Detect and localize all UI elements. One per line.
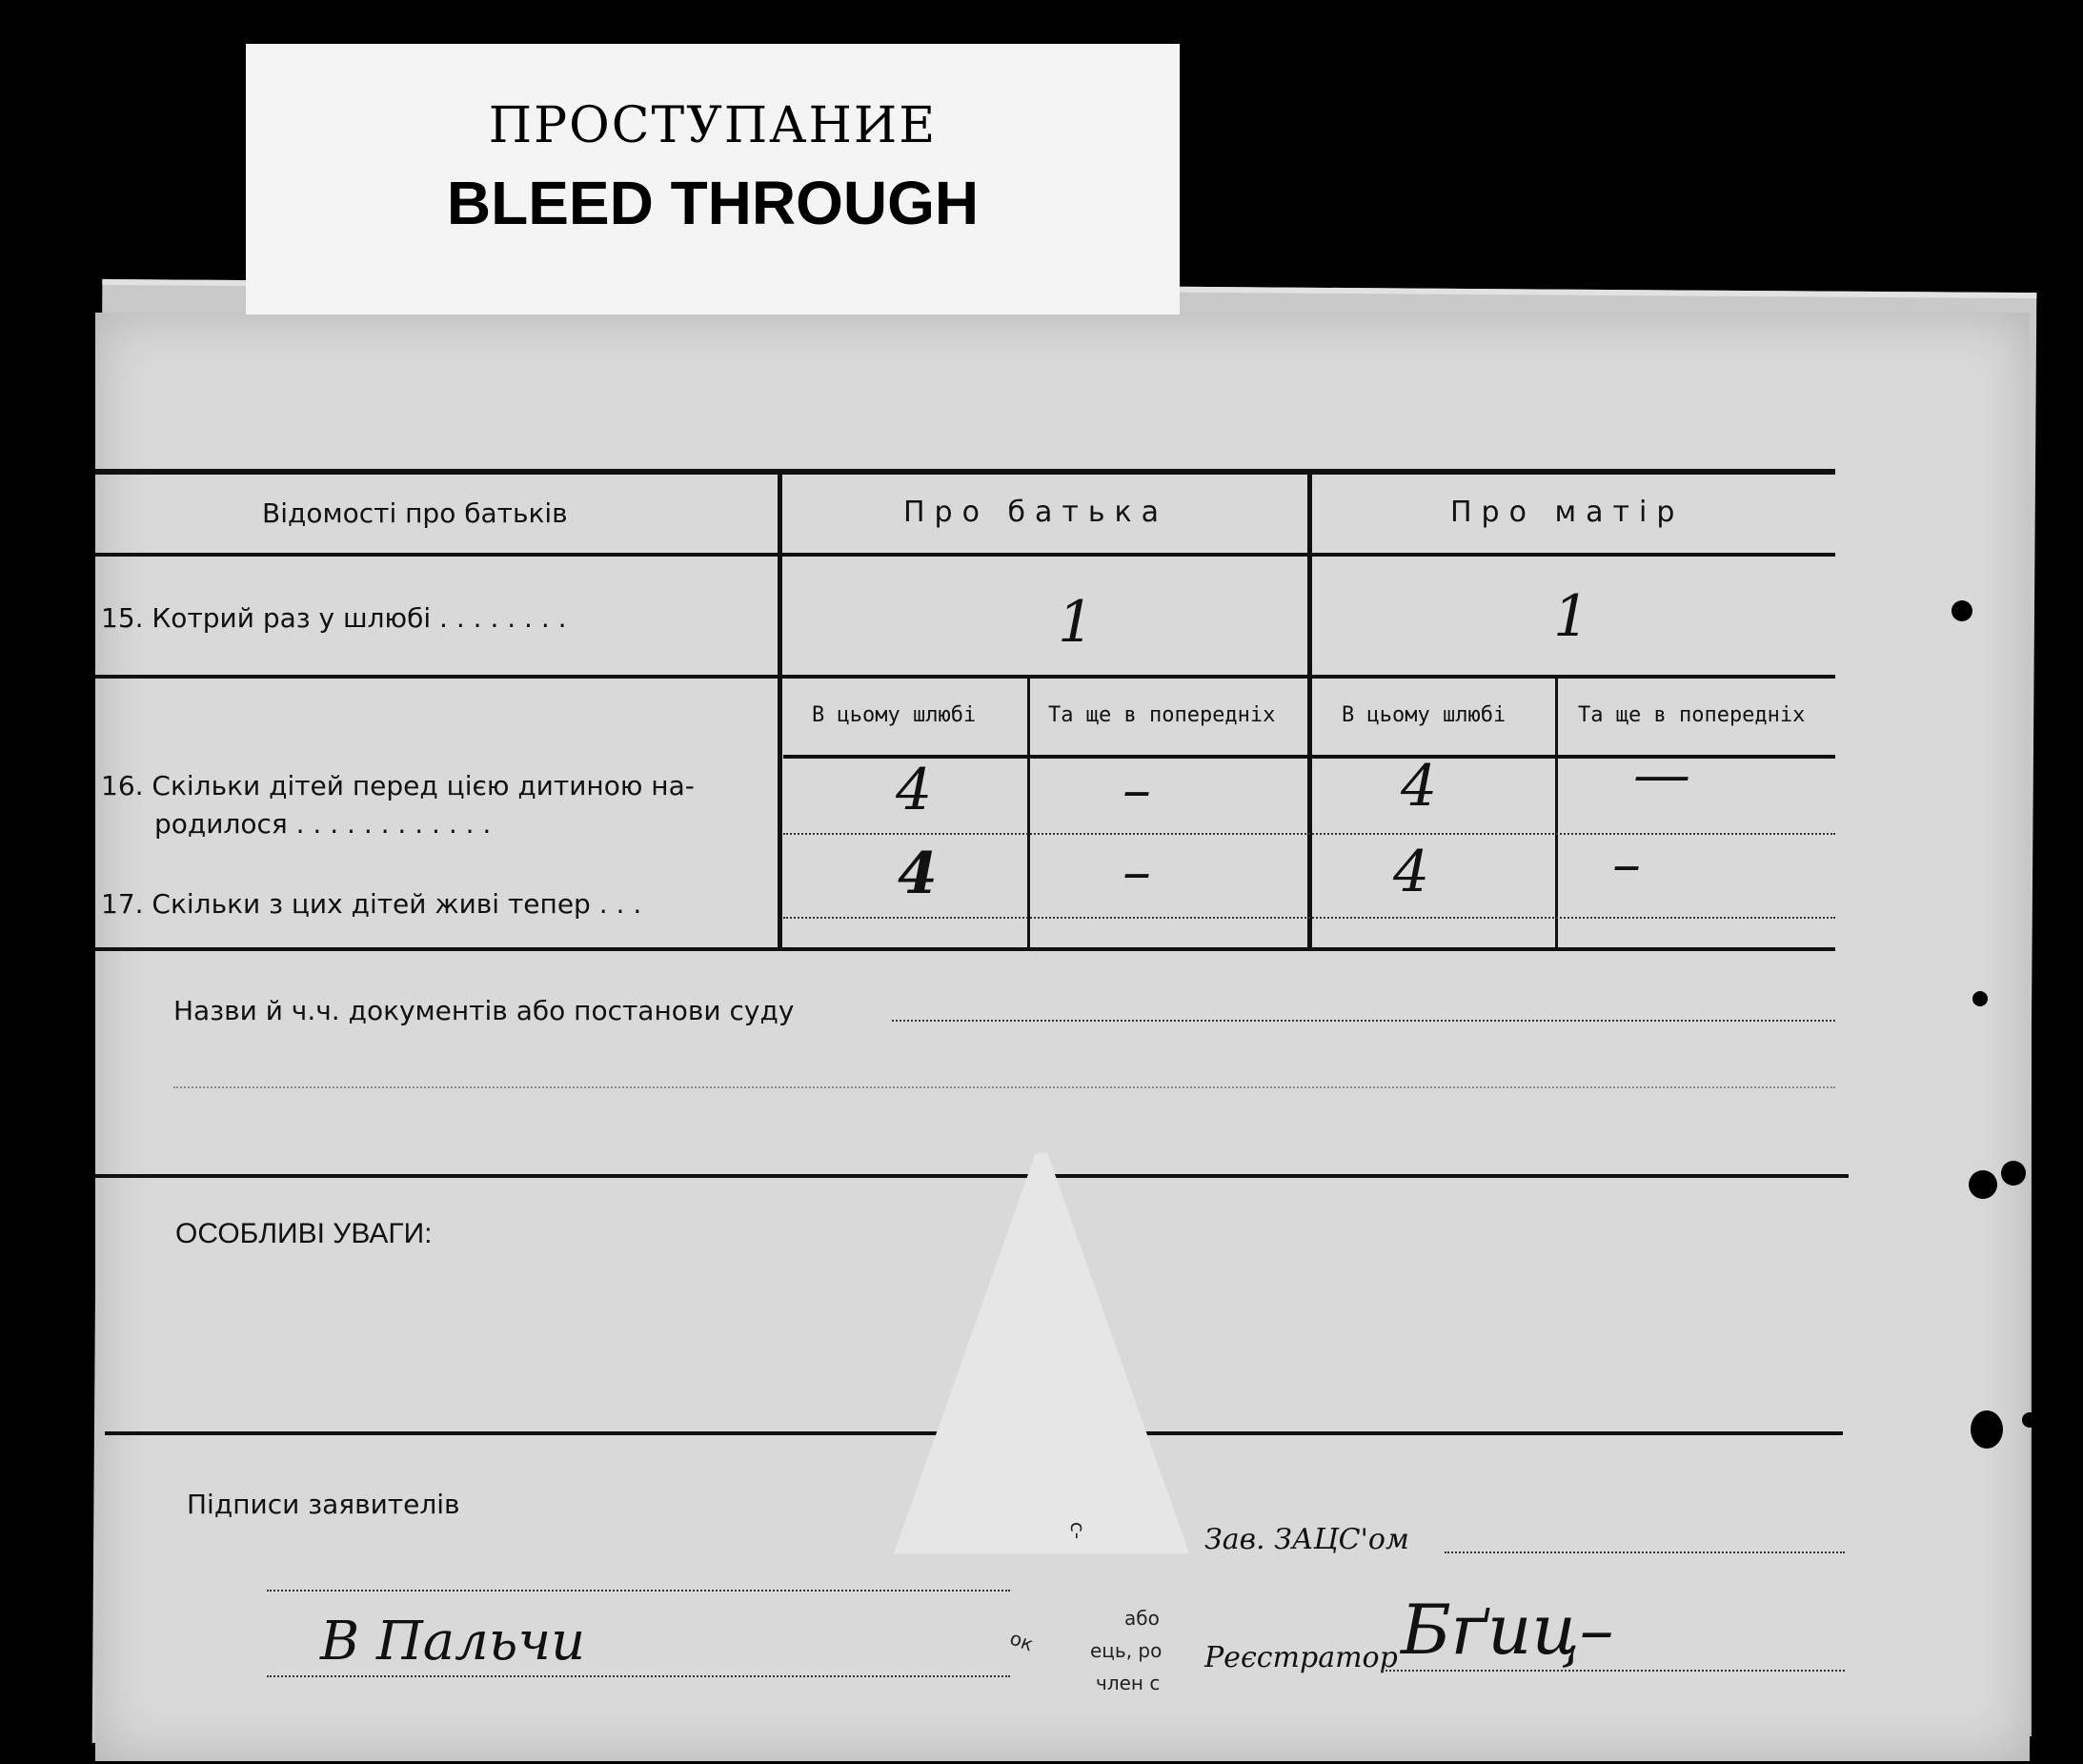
row15-father-value: 1 — [1058, 589, 1095, 656]
row17-mother-prev: – — [1612, 831, 1641, 898]
punch-hole — [1952, 600, 1972, 621]
row16-label-line1: 16. Скільки дітей перед цією дитиною на- — [101, 770, 695, 801]
column-divider-1 — [778, 475, 782, 947]
documents-bottom-rule — [95, 1174, 1849, 1178]
row15-label: 15. Котрий раз у шлюбі . . . . . . . . — [101, 602, 567, 634]
subheader-mother-prev: Та ще в попередніх — [1578, 703, 1806, 727]
row15-bottom-rule — [95, 675, 1835, 679]
subcolumn-divider-mother — [1555, 679, 1558, 947]
head-signature-line — [1445, 1551, 1845, 1553]
applicant-line-1 — [267, 1590, 1010, 1592]
punch-hole — [1972, 991, 1988, 1006]
applicants-label: Підписи заявителів — [187, 1489, 460, 1520]
head-label: Зав. ЗАЦС'ом — [1204, 1523, 1409, 1556]
applicant-line-2 — [267, 1675, 1010, 1677]
stub-text-line3: член с — [1096, 1672, 1161, 1694]
row17-mother-this: 4 — [1393, 839, 1430, 905]
stub-text-line2: ець, ро — [1090, 1639, 1163, 1662]
documents-label: Назви й ч.ч. документів або постанови суду — [173, 995, 795, 1026]
stub-text-left2: с- — [1066, 1521, 1090, 1540]
documents-line-2 — [173, 1086, 1835, 1088]
row16-father-this: 4 — [896, 757, 933, 823]
registrar-signature: Бґиц– — [1401, 1590, 1614, 1670]
subheader-mother-this: В цьому шлюбі — [1342, 703, 1507, 727]
header-bottom-rule — [95, 553, 1835, 557]
label-russian: ПРОСТУПАНИЕ — [488, 97, 938, 154]
row17-father-this: 4 — [898, 841, 938, 907]
subcolumn-divider-father — [1027, 679, 1030, 947]
subheader-father-prev: Та ще в попередніх — [1048, 703, 1276, 727]
registrar-signature-line — [1382, 1670, 1845, 1672]
punch-hole — [2001, 1161, 2026, 1186]
punch-hole — [1969, 1170, 1997, 1199]
row16-dotline — [783, 833, 1835, 835]
table-bottom-rule — [95, 947, 1835, 951]
punch-hole — [2022, 1412, 2037, 1428]
row17-father-prev: – — [1122, 839, 1151, 905]
documents-line — [892, 1020, 1835, 1022]
column-divider-2 — [1307, 475, 1312, 947]
row16-father-prev: – — [1122, 757, 1151, 823]
row17-dotline — [783, 917, 1835, 919]
label-english: BLEED THROUGH — [446, 169, 980, 237]
header-mother: Про матір — [1450, 496, 1685, 529]
table-top-rule — [95, 469, 1835, 475]
header-father: Про батька — [903, 496, 1169, 529]
stub-text-line1: або — [1124, 1607, 1160, 1630]
applicant-signature: В Пальчи — [320, 1611, 586, 1673]
subheader-father-this: В цьому шлюбі — [812, 703, 977, 727]
row15-mother-value: 1 — [1553, 583, 1590, 650]
row16-label-line2: родилося . . . . . . . . . . . . — [154, 808, 492, 840]
stub-text-left1: ок — [1006, 1626, 1037, 1656]
row16-mother-this: 4 — [1401, 753, 1438, 820]
row16-mother-prev: — — [1633, 741, 1690, 808]
registrar-label: Реєстратор — [1204, 1641, 1398, 1674]
remarks-label: ОСОБЛИВІ УВАГИ: — [175, 1218, 433, 1249]
header-parents-info: Відомості про батьків — [262, 497, 568, 529]
row17-label: 17. Скільки з цих дітей живі тепер . . . — [101, 888, 642, 920]
bleed-through-label — [246, 44, 1180, 314]
punch-hole — [1971, 1410, 2003, 1449]
